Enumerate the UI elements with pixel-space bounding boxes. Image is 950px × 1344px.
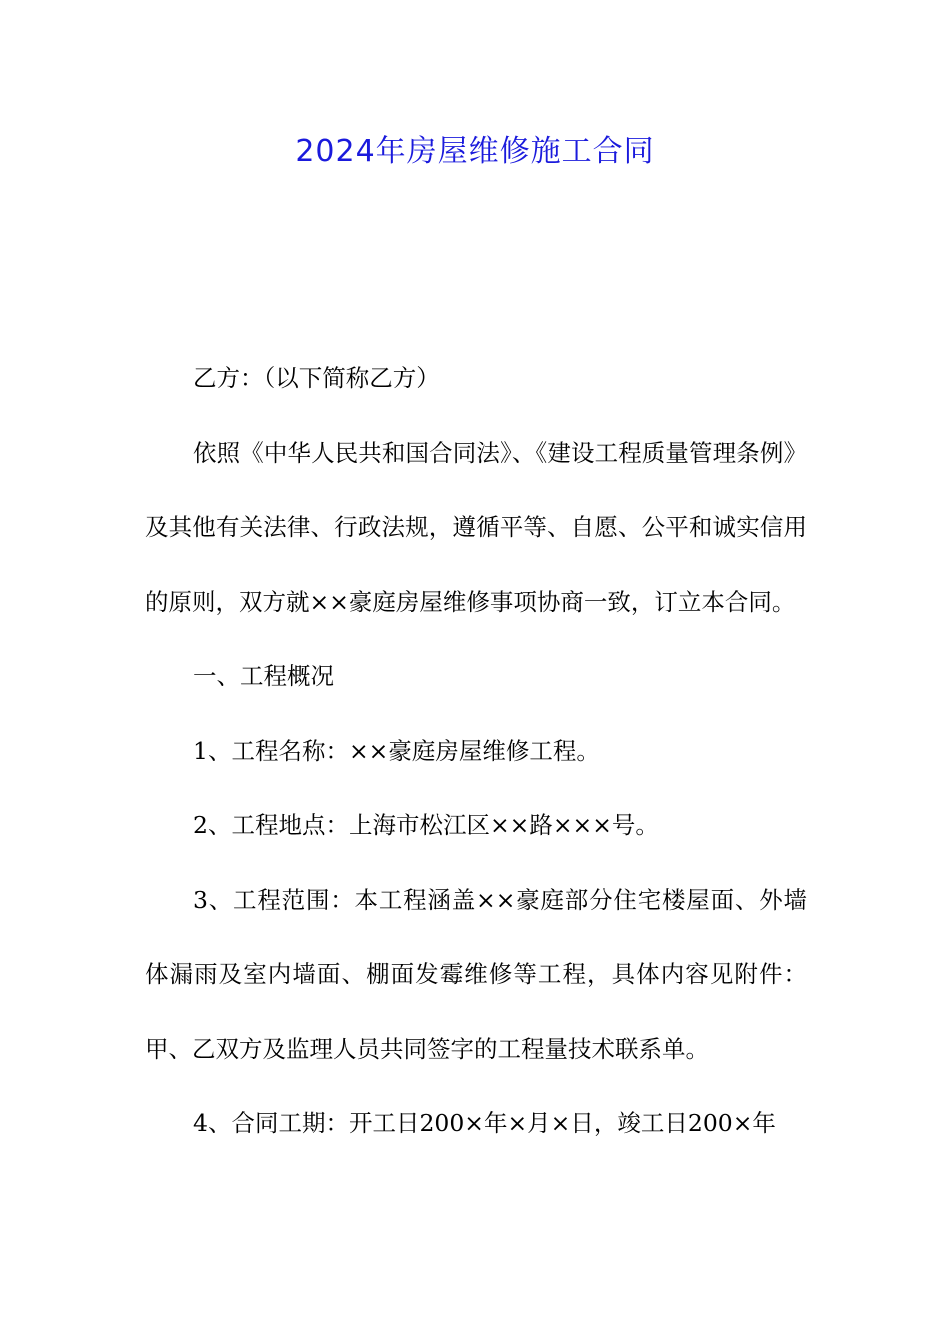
document-body: [145, 341, 807, 1161]
preamble-paragraph: 依照《中华人民共和国合同法》、《建设工程质量管理条例》及其他有关法律、行政法规，遵循平等、自愿、公平和诚实信用的原则，双方就××豪庭房屋维修事项协商一致，订立本合同。: [145, 438, 807, 616]
document-title: 2024年房屋维修施工合同: [295, 134, 655, 169]
clause-project-scope: 3、工程范围：本工程涵盖××豪庭部分住宅楼屋面、外墙体漏雨及室内墙面、棚面发霉维修等工程，具体内容见附件：甲、乙双方及监理人员共同签字的工程量技术联系单。: [145, 885, 807, 1063]
party-b-line: 乙方：（以下简称乙方）: [193, 364, 440, 392]
clause-contract-period: 4、合同工期：开工日200×年×月×日，竣工日200×年: [193, 1109, 776, 1137]
clause-project-name: 1、工程名称：××豪庭房屋维修工程。: [193, 736, 600, 765]
section-heading-overview: 一、工程概况: [193, 662, 334, 690]
clause-project-location: 2、工程地点：上海市松江区××路×××号。: [193, 811, 659, 839]
